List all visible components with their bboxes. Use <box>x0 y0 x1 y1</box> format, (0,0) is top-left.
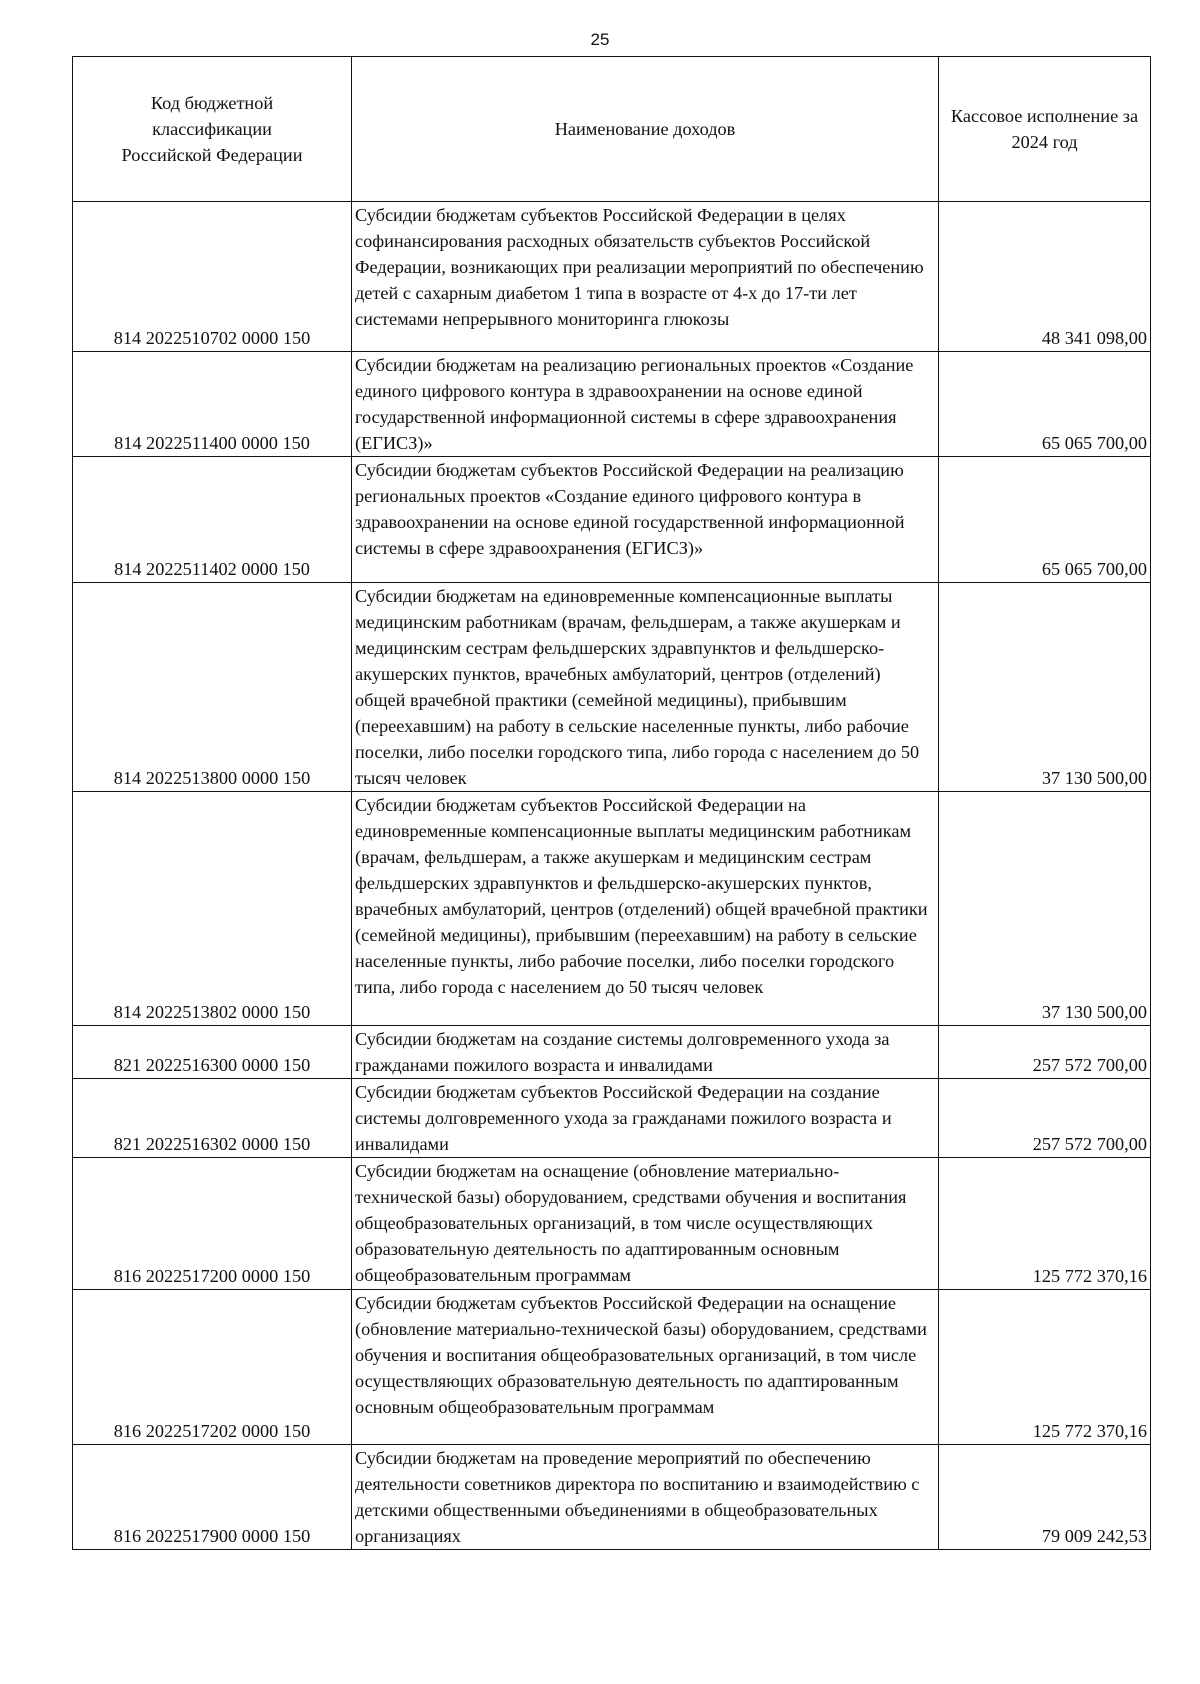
revenue-name: Субсидии бюджетам субъектов Российской Федерации на реализацию региональных проектов «Создание единого цифрового контура в здравоохранении на основе единой государственной информационной системы в сфере здравоохранения (ЕГИСЗ)» <box>352 457 939 583</box>
revenue-name: Субсидии бюджетам субъектов Российской Федерации на создание системы долговременного ухода за гражданами пожилого возраста и инвалидами <box>352 1079 939 1158</box>
budget-code: 814 2022510702 0000 150 <box>73 202 352 352</box>
table-row <box>73 1290 1151 1445</box>
table-row <box>73 202 1151 352</box>
table-row <box>73 792 1151 1026</box>
amount: 125 772 370,16 <box>939 1290 1151 1445</box>
table-row <box>73 1026 1151 1079</box>
header-amount: Кассовое исполнение за 2024 год <box>939 57 1151 202</box>
revenue-name: Субсидии бюджетам на оснащение (обновление материально-технической базы) оборудованием, средствами обучения и воспитания общеобразовательных организаций, в том числе осуществляющих образовательную деятельность по адаптированным основным общеобразовательным программам <box>352 1158 939 1290</box>
table-row <box>73 1079 1151 1158</box>
budget-code: 814 2022511402 0000 150 <box>73 457 352 583</box>
budget-code: 821 2022516300 0000 150 <box>73 1026 352 1079</box>
budget-code: 814 2022513802 0000 150 <box>73 792 352 1026</box>
revenue-name: Субсидии бюджетам на реализацию региональных проектов «Создание единого цифрового контура в здравоохранении на основе единой государственной информационной системы в сфере здравоохранения (ЕГИСЗ)» <box>352 352 939 457</box>
amount: 257 572 700,00 <box>939 1026 1151 1079</box>
revenue-table <box>72 56 1151 1550</box>
header-name: Наименование доходов <box>352 57 939 202</box>
budget-code: 814 2022513800 0000 150 <box>73 583 352 792</box>
budget-code: 821 2022516302 0000 150 <box>73 1079 352 1158</box>
amount: 37 130 500,00 <box>939 792 1151 1026</box>
amount: 65 065 700,00 <box>939 352 1151 457</box>
table-row <box>73 457 1151 583</box>
revenue-name: Субсидии бюджетам субъектов Российской Федерации на единовременные компенсационные выплаты медицинским работникам (врачам, фельдшерам, а также акушеркам и медицинским сестрам фельдшерских здравпунктов и фельдшерско-акушерских пунктов, врачебных амбулаторий, центров (отделений) общей врачебной практики (семейной медицины), прибывшим (переехавшим) на работу в сельские населенные пункты, либо рабочие поселки, либо поселки городского типа, либо города с населением до 50 тысяч человек <box>352 792 939 1026</box>
revenue-name: Субсидии бюджетам на создание системы долговременного ухода за гражданами пожилого возраста и инвалидами <box>352 1026 939 1079</box>
table-row <box>73 583 1151 792</box>
budget-code: 814 2022511400 0000 150 <box>73 352 352 457</box>
revenue-name: Субсидии бюджетам субъектов Российской Федерации на оснащение (обновление материально-технической базы) оборудованием, средствами обучения и воспитания общеобразовательных организаций, в том числе осуществляющих образовательную деятельность по адаптированным основным общеобразовательным программам <box>352 1290 939 1445</box>
table-row <box>73 1445 1151 1550</box>
header-code: Код бюджетной классификации Российской Федерации <box>73 57 352 202</box>
amount: 48 341 098,00 <box>939 202 1151 352</box>
amount: 125 772 370,16 <box>939 1158 1151 1290</box>
revenue-name: Субсидии бюджетам субъектов Российской Федерации в целях софинансирования расходных обязательств субъектов Российской Федерации, возникающих при реализации мероприятий по обеспечению детей с сахарным диабетом 1 типа в возрасте от 4-х до 17-ти лет системами непрерывного мониторинга глюкозы <box>352 202 939 352</box>
table-row <box>73 352 1151 457</box>
revenue-name: Субсидии бюджетам на единовременные компенсационные выплаты медицинским работникам (врачам, фельдшерам, а также акушеркам и медицинским сестрам фельдшерских здравпунктов и фельдшерско-акушерских пунктов, врачебных амбулаторий, центров (отделений) общей врачебной практики (семейной медицины), прибывшим (переехавшим) на работу в сельские населенные пункты, либо рабочие поселки, либо поселки городского типа, либо города с населением до 50 тысяч человек <box>352 583 939 792</box>
budget-code: 816 2022517900 0000 150 <box>73 1445 352 1550</box>
budget-code: 816 2022517200 0000 150 <box>73 1158 352 1290</box>
table-header-row <box>73 57 1151 202</box>
amount: 65 065 700,00 <box>939 457 1151 583</box>
table-row <box>73 1158 1151 1290</box>
amount: 37 130 500,00 <box>939 583 1151 792</box>
revenue-name: Субсидии бюджетам на проведение мероприятий по обеспечению деятельности советников директора по воспитанию и взаимодействию с детскими общественными объединениями в общеобразовательных организациях <box>352 1445 939 1550</box>
amount: 257 572 700,00 <box>939 1079 1151 1158</box>
amount: 79 009 242,53 <box>939 1445 1151 1550</box>
budget-code: 816 2022517202 0000 150 <box>73 1290 352 1445</box>
page-number: 25 <box>590 30 610 49</box>
